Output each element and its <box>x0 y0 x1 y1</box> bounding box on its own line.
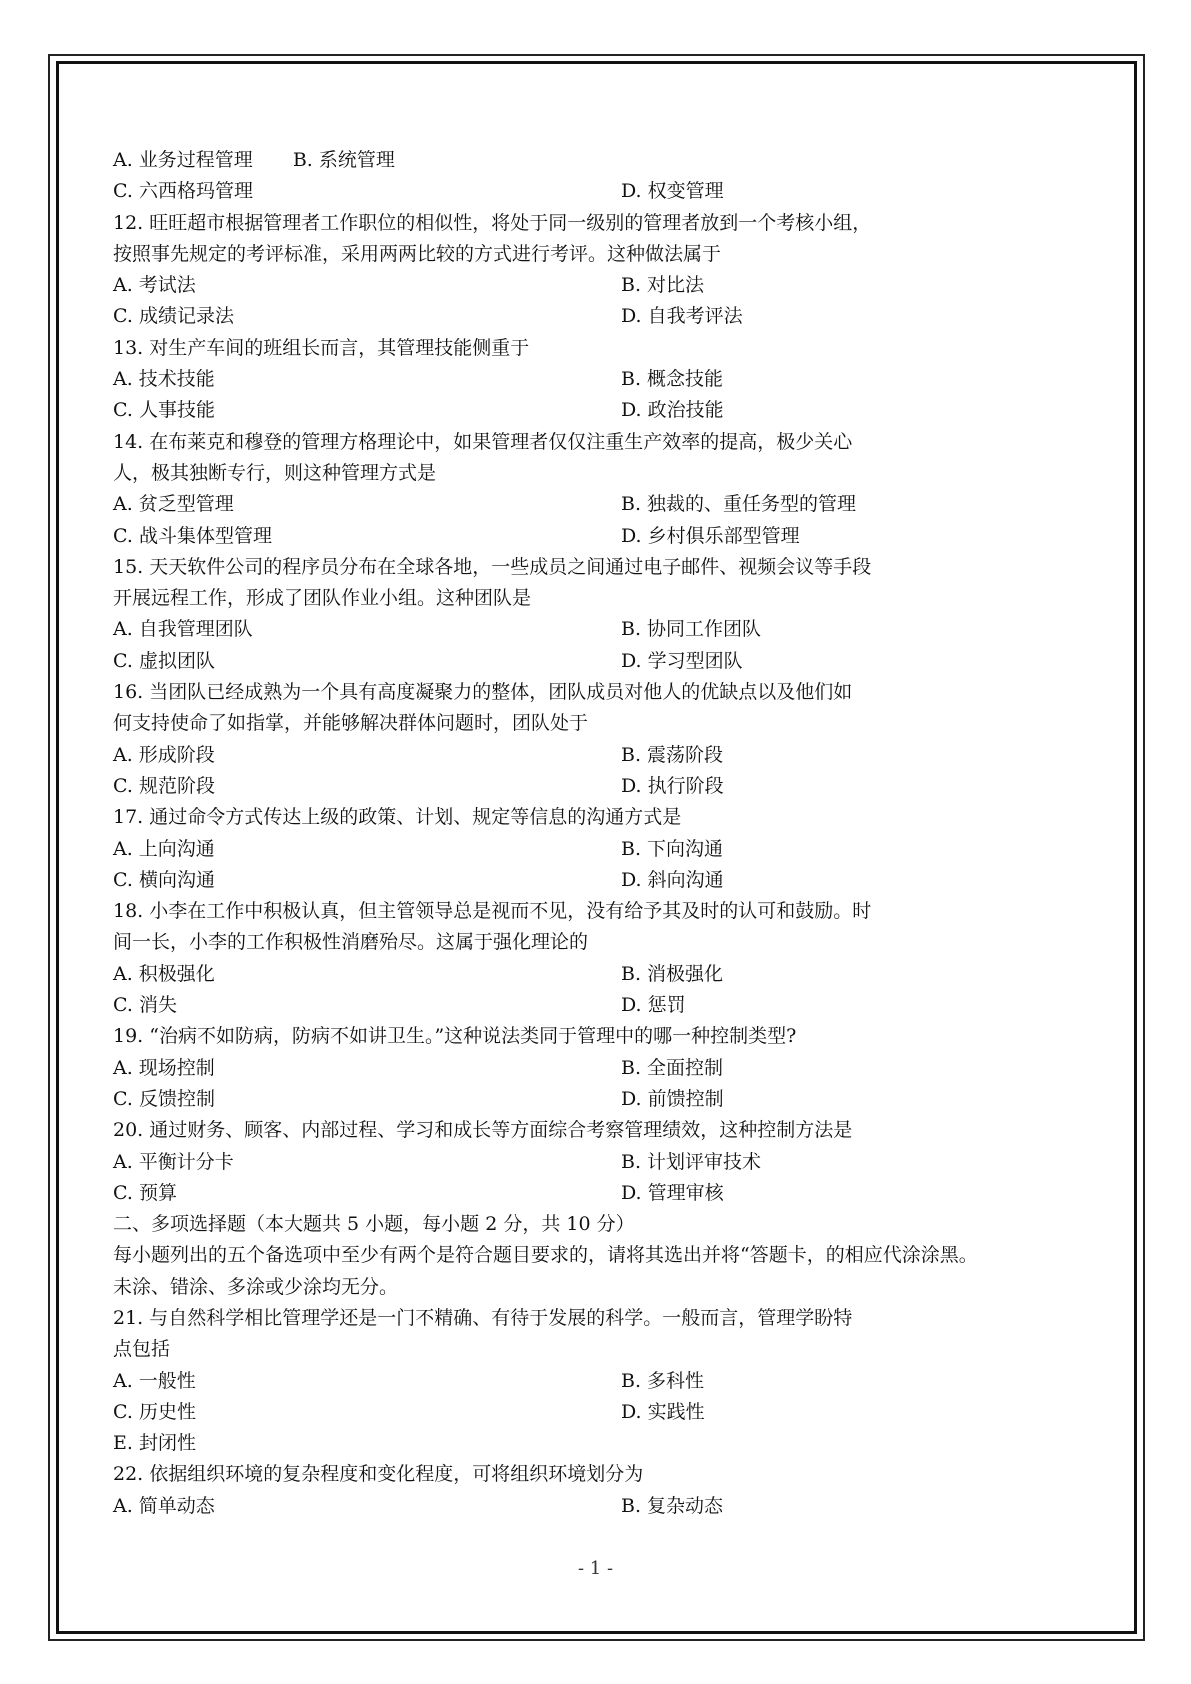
option: A. 上向沟通 <box>113 837 215 860</box>
option: C. 虚拟团队 <box>113 649 215 672</box>
q16-options-cd <box>113 771 1093 802</box>
q14-options-cd <box>113 521 1093 552</box>
option: C. 成绩记录法 <box>113 305 234 328</box>
option: C. 反馈控制 <box>113 1087 215 1110</box>
q19-options-ab <box>113 1053 1093 1084</box>
option: A. 自我管理团队 <box>113 618 253 641</box>
q17-options-cd <box>113 865 1093 896</box>
option: A. 贫乏型管理 <box>113 493 234 516</box>
option: B. 复杂动态 <box>621 1494 724 1517</box>
q16-stem: 何支持使命了如指掌，并能够解决群体问题时，团队处于 <box>113 712 589 735</box>
q20-options-cd <box>113 1178 1093 1209</box>
q12-options-cd <box>113 301 1093 332</box>
option: A. 考试法 <box>113 274 196 297</box>
q22-options-ab <box>113 1491 1093 1522</box>
option: A. 技术技能 <box>113 368 215 391</box>
q21-options-ab <box>113 1366 1093 1397</box>
q13-stem: 13. 对生产车间的班组长而言，其管理技能侧重于 <box>113 336 530 359</box>
q13-options-ab <box>113 364 1093 395</box>
option: A. 平衡计分卡 <box>113 1150 234 1173</box>
q18-options-cd <box>113 990 1093 1021</box>
q12-stem: 12. 旺旺超市根据管理者工作职位的相似性，将处于同一级别的管理者放到一个考核小组， <box>113 211 872 234</box>
option: C. 预算 <box>113 1181 177 1204</box>
option: B. 计划评审技术 <box>621 1150 762 1173</box>
q21-options-cd <box>113 1397 1093 1428</box>
q21-stem: 21. 与自然科学相比管理学还是一门不精确、有待于发展的科学。一般而言，管理学盼特 <box>113 1306 853 1329</box>
option: D. 前馈控制 <box>621 1087 724 1110</box>
q17-options-ab <box>113 834 1093 865</box>
q13-options-cd <box>113 395 1093 426</box>
option: A. 现场控制 <box>113 1056 215 1079</box>
q22-stem: 22. 依据组织环境的复杂程度和变化程度，可将组织环境划分为 <box>113 1463 644 1486</box>
q15-options-cd <box>113 646 1093 677</box>
q18-options-ab <box>113 959 1093 990</box>
option: B. 下向沟通 <box>621 837 724 860</box>
section-2-instructions: 每小题列出的五个备选项中至少有两个是符合题目要求的，请将其选出并将“答题卡，的相应代涂涂黑。 <box>113 1244 978 1267</box>
q12-options-ab <box>113 270 1093 301</box>
q18-stem: 18. 小李在工作中积极认真，但主管领导总是视而不见，没有给予其及时的认可和鼓励。时 <box>113 900 872 923</box>
q18-stem: 间一长，小李的工作积极性消磨殆尽。这属于强化理论的 <box>113 931 589 954</box>
option: B. 协同工作团队 <box>621 618 762 641</box>
option: C. 规范阶段 <box>113 774 215 797</box>
q19-options-cd <box>113 1084 1093 1115</box>
option: D. 权变管理 <box>621 180 724 203</box>
option: B. 震荡阶段 <box>621 743 724 766</box>
option: C. 历史性 <box>113 1400 196 1423</box>
option: B. 全面控制 <box>621 1056 724 1079</box>
option: D. 执行阶段 <box>621 774 724 797</box>
option: C. 消失 <box>113 994 177 1017</box>
q17-stem: 17. 通过命令方式传达上级的政策、计划、规定等信息的沟通方式是 <box>113 806 682 829</box>
q11-options-ab <box>113 145 1093 176</box>
option: C. 六西格玛管理 <box>113 180 253 203</box>
option: B. 对比法 <box>621 274 705 297</box>
option: A. 业务过程管理 <box>113 149 253 171</box>
option: C. 人事技能 <box>113 399 215 422</box>
q15-stem: 15. 天天软件公司的程序员分布在全球各地，一些成员之间通过电子邮件、视频会议等手段 <box>113 555 872 578</box>
q21-option-e: E. 封闭性 <box>113 1432 196 1455</box>
option: B. 概念技能 <box>621 368 724 391</box>
option: B. 独裁的、重任务型的管理 <box>621 493 857 516</box>
q11-options-cd <box>113 176 1093 207</box>
option: D. 管理审核 <box>621 1181 724 1204</box>
q19-stem: 19. “治病不如防病，防病不如讲卫生。”这种说法类同于管理中的哪一种控制类型? <box>113 1025 797 1048</box>
q15-options-ab <box>113 614 1093 645</box>
option: D. 实践性 <box>621 1400 705 1423</box>
option: D. 自我考评法 <box>621 305 743 328</box>
option: D. 斜向沟通 <box>621 868 724 891</box>
q14-options-ab <box>113 489 1093 520</box>
option: D. 学习型团队 <box>621 649 743 672</box>
page-number: - 1 - <box>577 1558 614 1579</box>
q20-options-ab <box>113 1147 1093 1178</box>
option: B. 消极强化 <box>621 962 724 985</box>
q14-stem: 人，极其独断专行，则这种管理方式是 <box>113 461 437 484</box>
option: A. 简单动态 <box>113 1494 215 1517</box>
section-2-title: 二、多项选择题（本大题共 5 小题，每小题 2 分，共 10 分） <box>113 1213 635 1236</box>
option: A. 形成阶段 <box>113 743 215 766</box>
q16-options-ab <box>113 740 1093 771</box>
option: B. 系统管理 <box>292 149 395 171</box>
q12-stem: 按照事先规定的考评标准，采用两两比较的方式进行考评。这种做法属于 <box>113 242 722 265</box>
option: C. 横向沟通 <box>113 868 215 891</box>
option: A. 积极强化 <box>113 962 215 985</box>
q21-stem: 点包括 <box>113 1338 171 1361</box>
q15-stem: 开展远程工作，形成了团队作业小组。这种团队是 <box>113 587 532 610</box>
option: D. 乡村俱乐部型管理 <box>621 524 800 547</box>
option: B. 多科性 <box>621 1369 705 1392</box>
option: D. 政治技能 <box>621 399 724 422</box>
option: C. 战斗集体型管理 <box>113 524 272 547</box>
exam-content <box>113 145 1093 1522</box>
option: A. 一般性 <box>113 1369 196 1392</box>
q14-stem: 14. 在布莱克和穆登的管理方格理论中，如果管理者仅仅注重生产效率的提高，极少关心 <box>113 430 853 453</box>
q16-stem: 16. 当团队已经成熟为一个具有高度凝聚力的整体，团队成员对他人的优缺点以及他们如 <box>113 681 853 704</box>
q20-stem: 20. 通过财务、顾客、内部过程、学习和成长等方面综合考察管理绩效，这种控制方法是 <box>113 1119 853 1142</box>
option: D. 惩罚 <box>621 994 686 1017</box>
section-2-instructions: 未涂、错涂、多涂或少涂均无分。 <box>113 1275 399 1298</box>
